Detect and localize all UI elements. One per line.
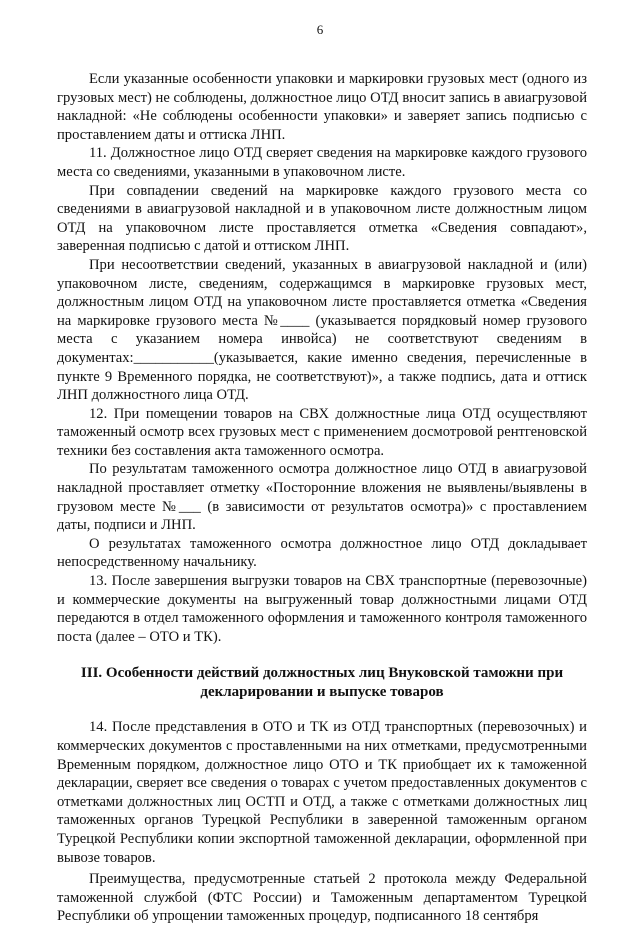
paragraph: О результатах таможенного осмотра должностное лицо ОТД докладывает непосредственному начальнику. xyxy=(57,535,587,571)
paragraph: 11. Должностное лицо ОТД сверяет сведения на маркировке каждого грузового места со сведениями, указанными в упаковочном листе. xyxy=(57,145,587,180)
document-body xyxy=(57,70,587,926)
section-heading: III. Особенности действий должностных лиц Внуковской таможни при декларировании и выпуске товаров xyxy=(80,665,564,701)
paragraph: Преимущества, предусмотренные статьей 2 протокола между Федеральной таможенной службой (ФТС России) и Таможенным департаментом Турецкой Республики об упрощении таможенных процедур, подписанного 18 сентября xyxy=(57,871,587,925)
paragraph: 13. После завершения выгрузки товаров на СВХ транспортные (перевозочные) и коммерческие документы на выгруженный товар должностными лицами ОТД передаются в отдел таможенного оформления и таможенного контроля таможенного поста (далее – ОТО и ТК). xyxy=(57,573,587,645)
paragraph: При совпадении сведений на маркировке каждого грузового места со сведениями в авиагрузовой накладной и в упаковочном листе должностным лицом ОТД на упаковочном листе проставляется отметка «Сведения совпадают», заверенная подписью с датой и оттиском ЛНП. xyxy=(57,182,587,255)
paragraph: Если указанные особенности упаковки и маркировки грузовых мест (одного из грузовых мест) не соблюдены, должностное лицо ОТД вносит запись в авиагрузовой накладной: «Не соблюдены особенности упаковки» и заверяет запись подписью с проставлением даты и оттиска ЛНП. xyxy=(57,71,587,143)
paragraph: По результатам таможенного осмотра должностное лицо ОТД в авиагрузовой накладной проставляет отметку «Посторонние вложения не выявлены/выявлены в грузовом месте №___ (в зависимости от результатов осмотра)» с проставлением даты, подписи и ЛНП. xyxy=(57,461,587,534)
paragraph: При несоответствии сведений, указанных в авиагрузовой накладной и (или) упаковочном листе, сведениям, содержащимся в маркировке грузовых мест, должностным лицом ОТД на упаковочном листе проставляется отметка «Сведения на маркировке грузового места №____ (указывается порядковый номер грузового места с указанием номера инвойса) не соответствуют сведениям в документах:___________(указывается, какие именно сведения, перечисленные в пункте 9 Временного порядка, не соответствуют)», а также подпись, дата и оттиск ЛНП должностного лица ОТД. xyxy=(57,256,587,404)
page-number: 6 xyxy=(316,22,324,37)
paragraph: 14. После представления в ОТО и ТК из ОТД транспортных (перевозочных) и коммерческих документов с проставленными на них отметками, предусмотренными Временным порядком, должностное лицо ОТО и ТК приобщает их к таможенной декларации, сверяет все сведения о товарах с учетом предоставленных документов с отметками должностных лиц ОСТП и ОТД, а также с отметками должностных лиц таможенных органов Турецкой Республики в заверенной таможенным органом Турецкой Республики копии экспортной таможенной декларации, оформленной при вывозе товаров. xyxy=(57,719,587,866)
paragraph: 12. При помещении товаров на СВХ должностные лица ОТД осуществляют таможенный осмотр всех грузовых мест с применением досмотровой рентгеновской техники без составления акта таможенного осмотра. xyxy=(57,405,587,459)
